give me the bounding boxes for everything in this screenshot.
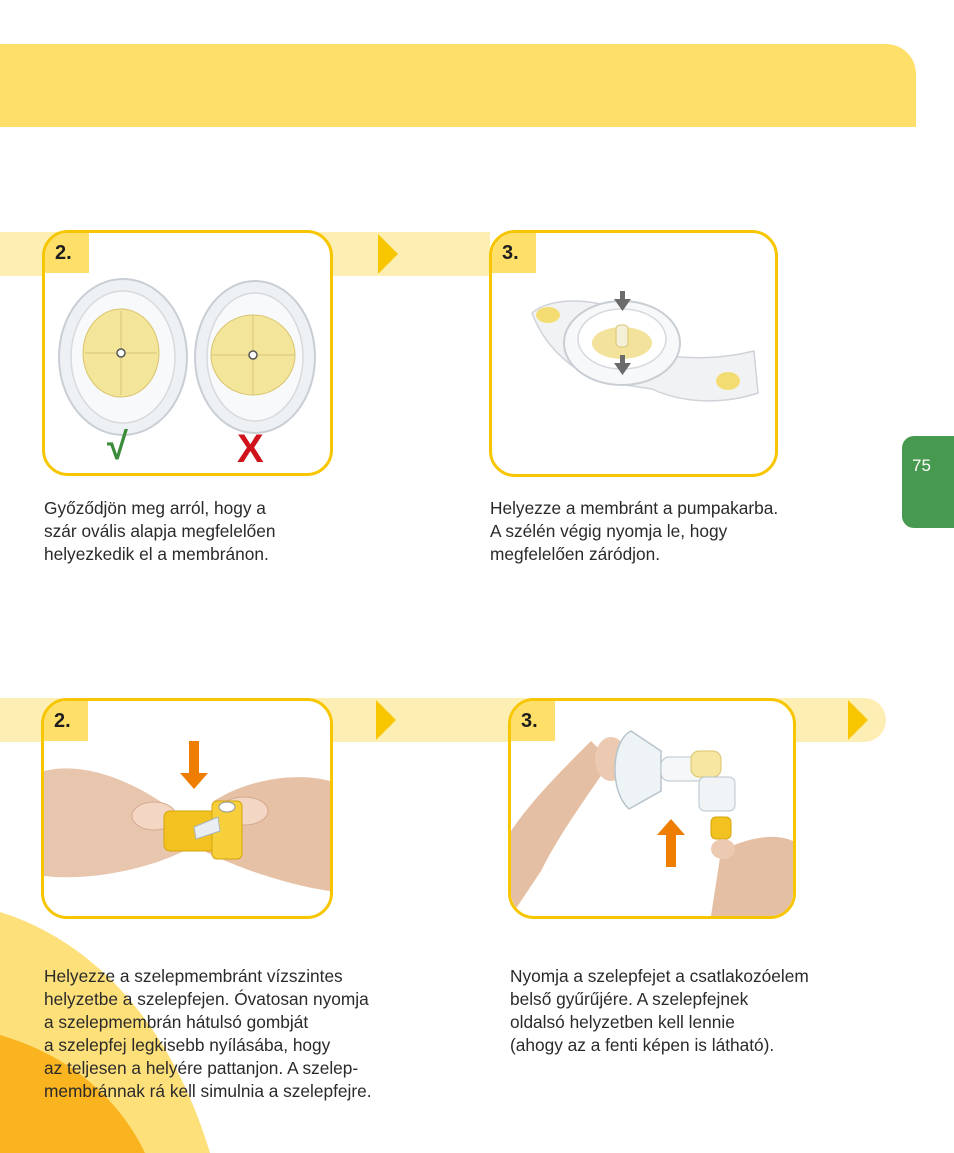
page-number: 75 [912, 456, 931, 475]
valve-head-connector-illustration [511, 701, 793, 916]
page-number-tab [902, 436, 954, 528]
step-number: 3. [511, 701, 555, 741]
step-panel-b3 [508, 698, 796, 919]
right-arrow-icon [376, 700, 396, 740]
check-icon: √ [107, 426, 128, 468]
step-number: 2. [45, 233, 89, 273]
step-panel-a2 [42, 230, 333, 476]
step-caption: Nyomja a szelepfejet a csatlakozóelem belső gyűrűjére. A szelepfejnek oldalsó helyzetben kell lennie (ahogy az a fenti képen is látható). [510, 966, 809, 1055]
header-band [0, 44, 916, 127]
step-caption: Helyezze a membránt a pumpakarba. A szélén végig nyomja le, hogy megfelelően záródjon. [490, 498, 779, 564]
step-panel-b2 [41, 698, 333, 919]
right-arrow-icon [848, 700, 868, 740]
step-number: 2. [44, 701, 88, 741]
step-caption: Helyezze a szelepmembránt vízszintes helyzetbe a szelepfejen. Óvatosan nyomja a szelepmembrán hátulsó gombját a szelepfej legkisebb nyílásába, hogy az teljesen a helyére pattanjon. A szelep- membránnak rá kell simulnia a szelepfejre. [44, 966, 372, 1101]
step-number: 3. [492, 233, 536, 273]
membrane-comparison-illustration [45, 233, 330, 473]
valve-membrane-illustration [44, 701, 330, 916]
cross-icon: X [237, 427, 264, 471]
right-arrow-icon [378, 234, 398, 274]
step-panel-a3 [489, 230, 778, 477]
step-caption: Győződjön meg arról, hogy a szár ovális alapja megfelelően helyezkedik el a membránon. [44, 498, 276, 564]
pump-arm-illustration [492, 233, 775, 474]
